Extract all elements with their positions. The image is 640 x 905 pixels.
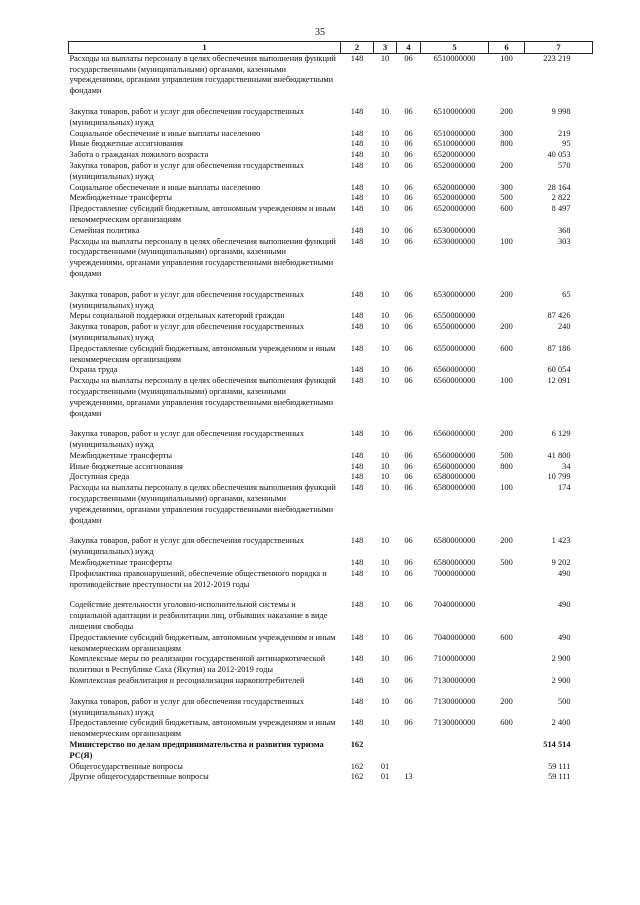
row-col-6: 300	[500, 182, 513, 192]
row-col-6: 100	[500, 236, 513, 246]
table-row	[69, 129, 593, 140]
table-row	[69, 451, 593, 462]
row-col-5	[421, 762, 489, 773]
row-col-2: 148	[350, 676, 364, 686]
row-col-6	[489, 150, 525, 161]
row-amount: 9 998	[551, 106, 571, 116]
row-col-5: 6560000000	[433, 365, 476, 375]
row-name: Закупка товаров, работ и услуг для обеспечения государственных (муниципальных) нужд	[69, 106, 305, 127]
row-col-2: 148	[350, 311, 364, 321]
row-col-3: 10	[380, 461, 390, 471]
row-col-3: 10	[380, 225, 390, 235]
row-col-6	[489, 772, 525, 783]
row-col-4: 06	[404, 106, 413, 116]
row-col-3: 01	[380, 761, 390, 771]
row-amount: 303	[557, 236, 571, 246]
table-row	[69, 344, 593, 366]
row-amount: 223 219	[543, 53, 571, 63]
row-col-2: 148	[350, 558, 364, 568]
table-header	[69, 42, 593, 54]
row-col-6: 800	[500, 461, 513, 471]
table-row	[69, 429, 593, 451]
row-amount: 500	[557, 696, 571, 706]
row-amount: 2 400	[551, 718, 571, 728]
row-col-4: 06	[404, 193, 413, 203]
row-name: Предоставление субсидий бюджетным, автономным учреждениям и иным некоммерческим организациям	[69, 204, 336, 224]
row-name: Закупка товаров, работ и услуг для обеспечения государственных (муниципальных) нужд	[69, 160, 305, 181]
row-col-6: 100	[500, 53, 513, 63]
row-col-4: 06	[404, 289, 413, 299]
row-col-3: 10	[380, 322, 390, 332]
row-col-6: 200	[500, 322, 513, 332]
row-col-6	[489, 311, 525, 322]
table-row	[69, 718, 593, 740]
row-col-6: 300	[500, 128, 513, 138]
row-col-2: 148	[350, 182, 364, 192]
table-row	[69, 676, 593, 687]
row-amount: 490	[557, 632, 571, 642]
row-col-4: 06	[404, 139, 413, 149]
row-col-3: 10	[380, 376, 390, 386]
row-name: Закупка товаров, работ и услуг для обеспечения государственных (муниципальных) нужд	[69, 322, 305, 342]
row-col-4: 06	[404, 696, 413, 706]
row-amount: 1 423	[551, 536, 571, 546]
table-row	[69, 161, 593, 183]
row-col-3: 10	[380, 600, 390, 610]
row-col-4: 06	[404, 376, 413, 386]
row-amount: 10 799	[547, 472, 571, 482]
row-col-5: 6520000000	[433, 160, 476, 170]
row-col-2: 148	[350, 204, 364, 214]
row-col-6	[489, 600, 525, 632]
row-col-4: 06	[404, 676, 413, 686]
row-col-5: 6560000000	[433, 461, 476, 471]
header-col-2: 2	[341, 42, 374, 54]
row-spacer	[69, 419, 593, 429]
row-col-2: 148	[350, 150, 364, 160]
row-col-2: 148	[350, 322, 364, 332]
spacer-cell	[69, 590, 593, 600]
table-row	[69, 762, 593, 773]
spacer-cell	[69, 687, 593, 697]
row-amount: 174	[557, 483, 571, 493]
row-col-3: 10	[380, 450, 390, 460]
row-amount: 87 426	[547, 311, 571, 321]
row-col-4: 06	[404, 450, 413, 460]
table-row	[69, 697, 593, 719]
row-name: Министерство по делам предпринимательства и развития туризма РС(Я)	[69, 740, 324, 760]
table-row	[69, 365, 593, 376]
row-col-5: 7130000000	[433, 676, 476, 686]
table-body	[69, 53, 593, 783]
row-name: Межбюджетные трансферты	[69, 193, 173, 203]
row-col-4: 06	[404, 600, 413, 610]
table-row	[69, 654, 593, 676]
row-spacer	[69, 280, 593, 290]
table-row	[69, 322, 593, 344]
row-amount: 2 822	[551, 193, 571, 203]
row-col-5: 6510000000	[433, 106, 476, 116]
row-col-5: 7040000000	[433, 632, 476, 642]
row-col-6: 100	[500, 376, 513, 386]
row-amount: 368	[557, 225, 571, 235]
table-row	[69, 139, 593, 150]
row-col-3: 10	[380, 696, 390, 706]
row-name: Меры социальной поддержки отдельных категорий граждан	[69, 311, 285, 321]
row-col-6: 200	[500, 696, 513, 706]
row-col-2: 162	[350, 740, 364, 750]
row-name: Охрана труда	[69, 365, 118, 375]
row-amount: 9 202	[551, 558, 571, 568]
row-name: Доступная среда	[69, 472, 130, 482]
table-row	[69, 772, 593, 783]
row-col-5: 6530000000	[433, 225, 476, 235]
table-row	[69, 569, 593, 591]
row-name: Расходы на выплаты персоналу в целях обеспечения выполнения функций государственными (муниципальными) органами, казенными учреждениями, органами управления государственными внебюджетными фондами	[69, 236, 336, 278]
row-spacer	[69, 687, 593, 697]
row-col-3: 10	[380, 150, 390, 160]
row-col-2: 148	[350, 225, 364, 235]
row-col-3: 10	[380, 343, 390, 353]
row-col-2: 148	[350, 376, 364, 386]
row-col-3: 01	[380, 772, 390, 782]
row-col-2: 162	[350, 772, 364, 782]
row-col-5: 6550000000	[433, 311, 476, 321]
row-col-6: 200	[500, 536, 513, 546]
row-amount: 28 164	[547, 182, 571, 192]
row-col-2: 148	[350, 429, 364, 439]
row-name: Межбюджетные трансферты	[69, 450, 173, 460]
row-col-5: 6580000000	[433, 558, 476, 568]
row-amount: 41 800	[547, 450, 571, 460]
row-name: Межбюджетные трансферты	[69, 558, 173, 568]
row-col-3: 10	[380, 289, 390, 299]
row-col-5: 6510000000	[433, 53, 476, 63]
row-amount: 2 900	[551, 654, 571, 664]
table-row	[69, 150, 593, 161]
row-col-5: 6580000000	[433, 483, 476, 493]
row-col-2: 148	[350, 139, 364, 149]
row-col-5: 6520000000	[433, 193, 476, 203]
row-col-3: 10	[380, 160, 390, 170]
spacer-cell	[69, 526, 593, 536]
row-col-4: 06	[404, 322, 413, 332]
table-row	[69, 226, 593, 237]
row-col-2: 148	[350, 53, 364, 63]
row-col-2: 148	[350, 472, 364, 482]
spacer-cell	[69, 419, 593, 429]
row-col-6: 200	[500, 106, 513, 116]
row-name: Закупка товаров, работ и услуг для обеспечения государственных (муниципальных) нужд	[69, 536, 305, 557]
row-col-6: 600	[500, 204, 513, 214]
row-col-2: 148	[350, 568, 364, 578]
row-name: Предоставление субсидий бюджетным, автономным учреждениям и иным некоммерческим организациям	[69, 718, 336, 739]
row-name: Семейная политика	[69, 225, 140, 235]
row-col-6: 500	[500, 558, 513, 568]
spacer-cell	[69, 280, 593, 290]
row-col-3: 10	[380, 632, 390, 642]
row-col-5: 6580000000	[433, 536, 476, 546]
row-name: Профилактика правонарушений, обеспечение общественного порядка и противодействие преступности на 2012-2019 годы	[69, 568, 327, 589]
row-amount: 59 111	[548, 761, 571, 771]
budget-table	[68, 41, 593, 783]
row-name: Расходы на выплаты персоналу в целях обеспечения выполнения функций государственными (муниципальными) органами, казенными учреждениями, органами управления государственными внебюджетными фондами	[69, 376, 336, 418]
row-col-5: 7130000000	[433, 696, 476, 706]
table-row	[69, 290, 593, 312]
row-col-5: 6510000000	[433, 128, 476, 138]
row-col-4: 06	[404, 718, 413, 728]
row-col-4: 06	[404, 53, 413, 63]
table-row	[69, 376, 593, 419]
row-col-5: 6530000000	[433, 236, 476, 246]
row-name: Забота о гражданах пожилого возраста	[69, 150, 209, 160]
table-row	[69, 53, 593, 97]
row-col-5: 7100000000	[433, 654, 476, 664]
table-row	[69, 472, 593, 483]
row-col-6: 200	[500, 429, 513, 439]
row-name: Расходы на выплаты персоналу в целях обеспечения выполнения функций государственными (муниципальными) органами, казенными учреждениями, органами управления государственными внебюджетными фондами	[69, 53, 336, 96]
row-col-2: 148	[350, 536, 364, 546]
row-name: Комплексная реабилитация и ресоциализация наркопотребителей	[69, 676, 305, 686]
row-col-2: 148	[350, 343, 364, 353]
row-col-3: 10	[380, 182, 390, 192]
row-col-6: 500	[500, 193, 513, 203]
row-amount: 240	[557, 322, 571, 332]
row-col-4: 06	[404, 160, 413, 170]
row-col-5: 7040000000	[433, 600, 476, 610]
row-col-2: 148	[350, 718, 364, 728]
row-col-4: 06	[404, 472, 413, 482]
row-col-3: 10	[380, 139, 390, 149]
row-col-4: 06	[404, 568, 413, 578]
table-row	[69, 193, 593, 204]
row-amount: 59 111	[548, 772, 571, 782]
row-col-2: 148	[350, 106, 364, 116]
row-name: Иные бюджетные ассигнования	[69, 139, 183, 149]
row-col-5: 6560000000	[433, 376, 476, 386]
table-row	[69, 600, 593, 632]
row-col-4: 06	[404, 365, 413, 375]
header-col-5: 5	[421, 42, 489, 54]
row-name: Закупка товаров, работ и услуг для обеспечения государственных (муниципальных) нужд	[69, 696, 305, 717]
row-col-3: 10	[380, 311, 390, 321]
row-col-4: 06	[404, 483, 413, 493]
row-col-4: 13	[404, 772, 413, 782]
row-col-2: 148	[350, 128, 364, 138]
row-name: Предоставление субсидий бюджетным, автономным учреждениям и иным некоммерческим организациям	[69, 343, 336, 364]
row-col-3: 10	[380, 53, 390, 63]
table-row	[69, 204, 593, 226]
row-name: Закупка товаров, работ и услуг для обеспечения государственных (муниципальных) нужд	[69, 289, 305, 310]
row-col-4: 06	[404, 225, 413, 235]
row-col-5: 7000000000	[433, 568, 476, 578]
table-row	[69, 740, 593, 762]
row-col-6: 600	[500, 632, 513, 642]
row-col-5: 6520000000	[433, 150, 476, 160]
row-col-4	[397, 762, 421, 773]
row-amount: 6 129	[551, 429, 571, 439]
row-col-6	[489, 569, 525, 591]
row-col-2: 148	[350, 461, 364, 471]
row-spacer	[69, 590, 593, 600]
row-name: Закупка товаров, работ и услуг для обеспечения государственных (муниципальных) нужд	[69, 429, 305, 450]
row-amount: 40 053	[547, 150, 571, 160]
row-amount: 570	[557, 160, 571, 170]
row-col-3: 10	[380, 236, 390, 246]
row-col-3: 10	[380, 718, 390, 728]
row-amount: 95	[562, 139, 571, 149]
row-col-5: 6510000000	[433, 139, 476, 149]
row-col-4: 06	[404, 536, 413, 546]
row-col-3: 10	[380, 193, 390, 203]
row-col-5: 6520000000	[433, 204, 476, 214]
row-col-5: 6530000000	[433, 289, 476, 299]
row-col-4: 06	[404, 632, 413, 642]
row-amount: 219	[557, 128, 571, 138]
row-col-4: 06	[404, 204, 413, 214]
row-col-2: 148	[350, 450, 364, 460]
header-row	[69, 42, 593, 54]
row-spacer	[69, 97, 593, 107]
row-col-3: 10	[380, 568, 390, 578]
header-col-3: 3	[374, 42, 397, 54]
row-col-2: 148	[350, 696, 364, 706]
row-col-6: 600	[500, 718, 513, 728]
row-col-2: 162	[350, 761, 364, 771]
row-col-4: 06	[404, 150, 413, 160]
row-name: Расходы на выплаты персоналу в целях обеспечения выполнения функций государственными (муниципальными) органами, казенными учреждениями, органами управления государственными внебюджетными фондами	[69, 483, 336, 525]
row-col-6	[489, 740, 525, 762]
row-col-6: 100	[500, 483, 513, 493]
row-col-5: 6550000000	[433, 343, 476, 353]
row-col-4: 06	[404, 236, 413, 246]
table-row	[69, 183, 593, 194]
row-col-3: 10	[380, 429, 390, 439]
row-col-6	[489, 762, 525, 773]
row-name: Социальное обеспечение и иные выплаты населению	[69, 128, 261, 138]
spacer-cell	[69, 97, 593, 107]
table-row	[69, 237, 593, 280]
row-col-4: 06	[404, 461, 413, 471]
row-col-6: 600	[500, 343, 513, 353]
row-col-3: 10	[380, 654, 390, 664]
header-col-6: 6	[489, 42, 525, 54]
row-col-5	[421, 772, 489, 783]
row-col-3: 10	[380, 204, 390, 214]
row-col-4: 06	[404, 654, 413, 664]
row-col-3: 10	[380, 472, 390, 482]
row-col-3: 10	[380, 483, 390, 493]
row-spacer	[69, 526, 593, 536]
table-row	[69, 536, 593, 558]
row-col-5: 6520000000	[433, 182, 476, 192]
row-col-6: 500	[500, 450, 513, 460]
row-col-4: 06	[404, 429, 413, 439]
row-amount: 8 497	[551, 204, 571, 214]
header-col-1: 1	[69, 42, 341, 54]
table-row	[69, 462, 593, 473]
row-col-4	[397, 740, 421, 762]
row-col-4: 06	[404, 182, 413, 192]
row-col-5: 6560000000	[433, 450, 476, 460]
row-col-2: 148	[350, 236, 364, 246]
row-name: Социальное обеспечение и иные выплаты населению	[69, 182, 261, 192]
row-name: Общегосударственные вопросы	[69, 761, 183, 771]
row-col-2: 148	[350, 365, 364, 375]
row-col-5: 6550000000	[433, 322, 476, 332]
row-col-2: 148	[350, 600, 364, 610]
row-col-5	[421, 740, 489, 762]
row-col-6: 200	[500, 289, 513, 299]
header-col-7: 7	[525, 42, 593, 54]
table-row	[69, 107, 593, 129]
row-col-4: 06	[404, 558, 413, 568]
table-row	[69, 311, 593, 322]
row-col-3	[374, 740, 397, 762]
row-col-6: 800	[500, 139, 513, 149]
table-row	[69, 483, 593, 526]
row-amount: 87 186	[547, 343, 571, 353]
row-amount: 514 514	[543, 740, 571, 750]
table-row	[69, 558, 593, 569]
row-col-3: 10	[380, 558, 390, 568]
row-amount: 490	[557, 600, 571, 610]
row-col-2: 148	[350, 289, 364, 299]
table-row	[69, 633, 593, 655]
row-col-6	[489, 676, 525, 687]
row-col-3: 10	[380, 536, 390, 546]
row-col-3: 10	[380, 365, 390, 375]
row-col-2: 148	[350, 654, 364, 664]
row-name: Иные бюджетные ассигнования	[69, 461, 183, 471]
row-col-6	[489, 472, 525, 483]
row-amount: 60 054	[547, 365, 571, 375]
page-number: 35	[315, 27, 325, 38]
row-amount: 65	[562, 289, 571, 299]
row-col-3: 10	[380, 128, 390, 138]
row-col-4: 06	[404, 311, 413, 321]
row-col-2: 148	[350, 483, 364, 493]
row-col-2: 148	[350, 632, 364, 642]
row-col-5: 6560000000	[433, 429, 476, 439]
row-col-2: 148	[350, 193, 364, 203]
row-col-4: 06	[404, 343, 413, 353]
header-col-4: 4	[397, 42, 421, 54]
row-amount: 12 091	[547, 376, 571, 386]
row-col-3: 10	[380, 106, 390, 116]
row-col-5: 7130000000	[433, 718, 476, 728]
row-col-5: 6580000000	[433, 472, 476, 482]
row-amount: 34	[562, 461, 571, 471]
row-col-2: 148	[350, 160, 364, 170]
row-name: Содействие деятельности уголовно-исполнительной системы и социальной адаптации и реабилитации лиц, отбывших наказание в виде лишения свободы	[69, 600, 328, 632]
row-col-6	[489, 365, 525, 376]
row-amount: 490	[557, 568, 571, 578]
row-col-4: 06	[404, 128, 413, 138]
row-col-6: 200	[500, 160, 513, 170]
row-col-6	[489, 654, 525, 676]
row-name: Комплексные меры по реализации государственной антинаркотической политики в Республике Саха (Якутия) на 2012-2019 годы	[69, 654, 326, 675]
row-col-3: 10	[380, 676, 390, 686]
row-amount: 2 900	[551, 676, 571, 686]
row-name: Предоставление субсидий бюджетным, автономным учреждениям и иным некоммерческим организациям	[69, 632, 336, 653]
row-col-6	[489, 226, 525, 237]
row-name: Другие общегосударственные вопросы	[69, 772, 209, 782]
